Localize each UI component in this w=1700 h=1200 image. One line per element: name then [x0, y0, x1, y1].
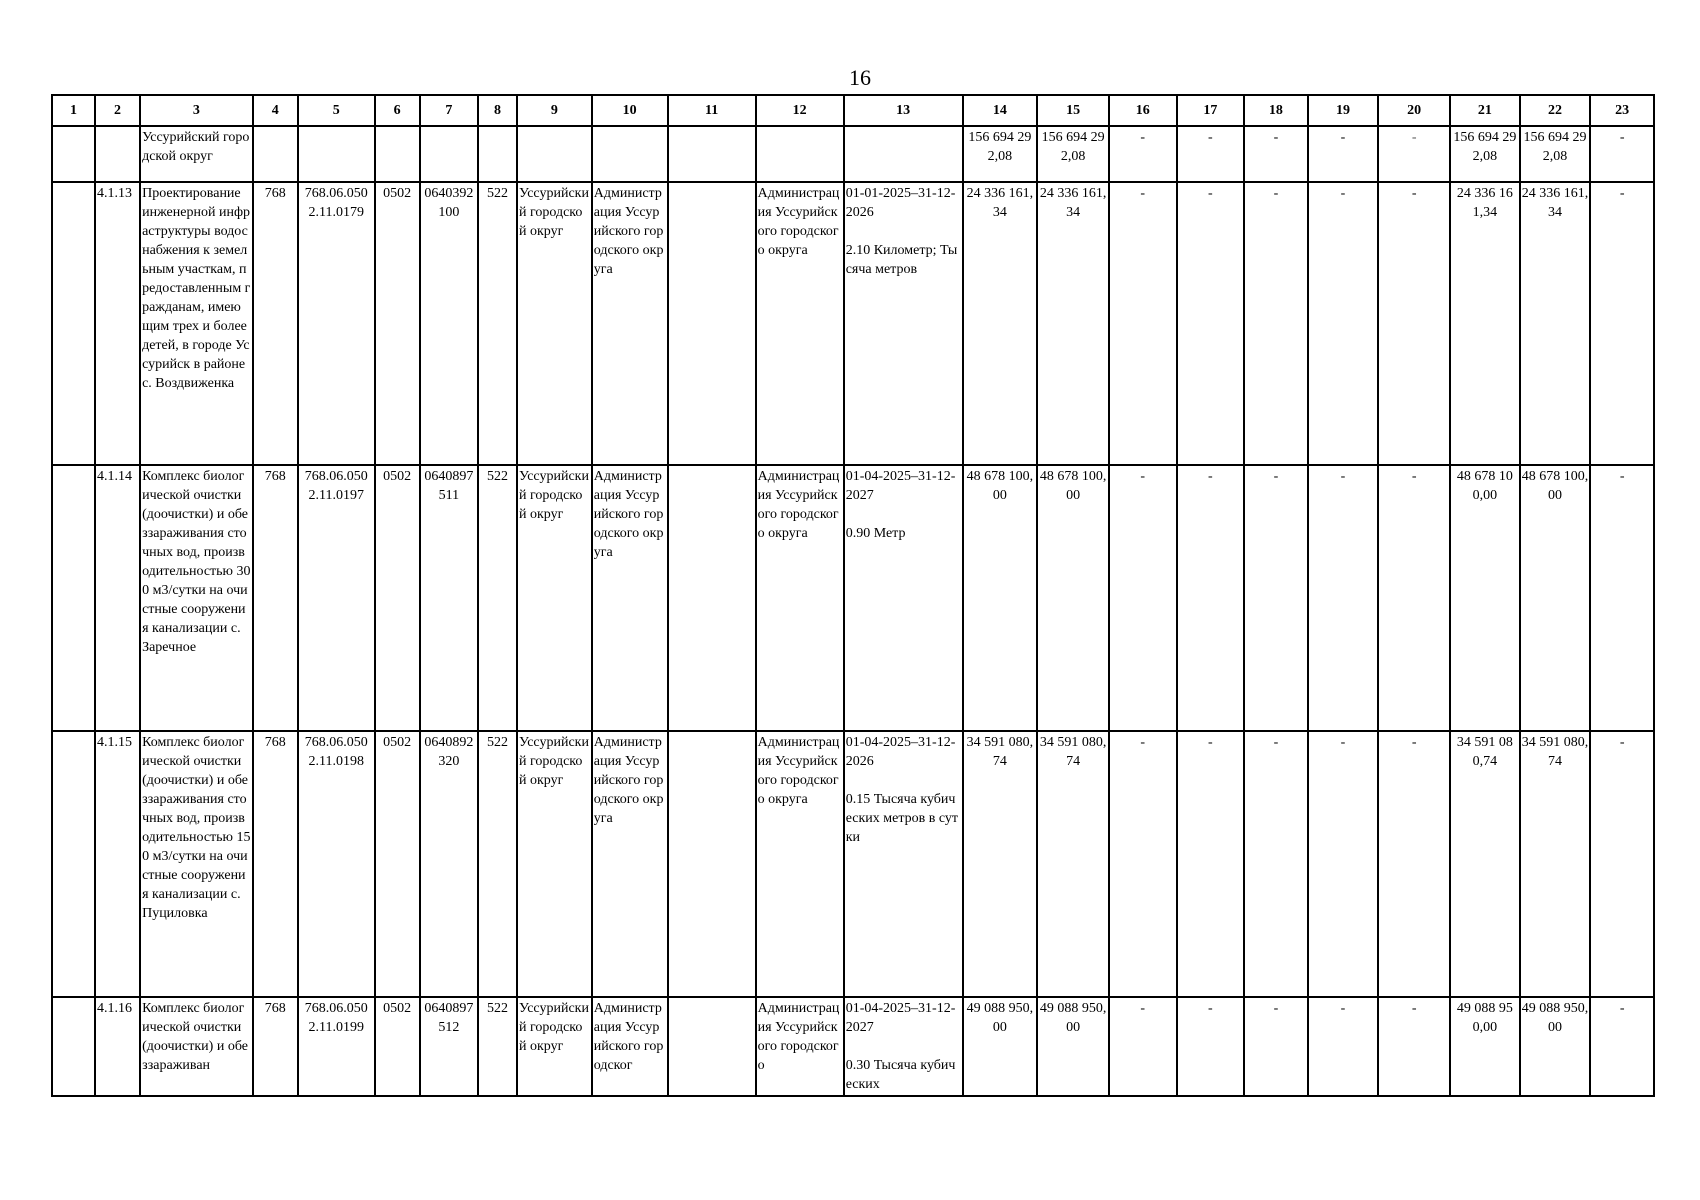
cell-col22: 48 678 100,00 [1520, 465, 1591, 731]
cell-col1 [52, 997, 95, 1096]
cell-col17: - [1177, 731, 1245, 997]
column-header: 2 [95, 95, 140, 126]
cell-name: Комплекс биологической очистки (доочистки) и обеззараживан [140, 997, 253, 1096]
column-header: 15 [1037, 95, 1109, 126]
column-header: 5 [298, 95, 375, 126]
cell-col1 [52, 731, 95, 997]
cell-col9: Уссурийский городской округ [517, 182, 592, 465]
cell-col21: 49 088 950,00 [1450, 997, 1520, 1096]
cell-col20: - [1378, 731, 1450, 997]
table-row [52, 465, 1654, 731]
column-header: 6 [375, 95, 420, 126]
column-header: 17 [1177, 95, 1245, 126]
column-header: 21 [1450, 95, 1520, 126]
cell-col14: 24 336 161,34 [963, 182, 1038, 465]
cell-col5 [298, 126, 375, 182]
cell-col11 [668, 997, 756, 1096]
column-header: 1 [52, 95, 95, 126]
cell-col19: - [1308, 731, 1379, 997]
cell-col13 [844, 997, 963, 1096]
cell-col23: - [1590, 182, 1654, 465]
cell-col23: - [1590, 731, 1654, 997]
cell-col23: - [1590, 126, 1654, 182]
cell-col6 [375, 126, 420, 182]
column-header: 13 [844, 95, 963, 126]
cell-col18: - [1244, 182, 1308, 465]
table-row [52, 126, 1654, 182]
cell-col15: 24 336 161,34 [1037, 182, 1109, 465]
cell-name: Проектирование инженерной инфраструктуры водоснабжения к земельным участкам, предоставленным гражданам, имеющим трех и более детей, в городе Уссурийск в районе с. Воздвиженка [140, 182, 253, 465]
column-header: 20 [1378, 95, 1450, 126]
cell-name: Комплекс биологической очистки (доочистки) и обеззараживания сточных вод, производительностью 150 м3/сутки на очистные сооружения канализации с. Пуциловка [140, 731, 253, 997]
cell-col12: Администрация Уссурийского городского округа [756, 731, 844, 997]
cell-col20: - [1378, 465, 1450, 731]
cell-col17: - [1177, 997, 1245, 1096]
cell-col8: 522 [478, 182, 517, 465]
cell-indicator: 0.30 Тысяча кубических [845, 1058, 956, 1092]
cell-col18: - [1244, 997, 1308, 1096]
cell-col17: - [1177, 465, 1245, 731]
cell-col10 [592, 126, 668, 182]
cell-col16: - [1109, 182, 1177, 465]
cell-col8 [478, 126, 517, 182]
cell-col19: - [1308, 126, 1379, 182]
cell-col4: 768 [253, 182, 298, 465]
cell-col15: 48 678 100,00 [1037, 465, 1109, 731]
cell-col15: 49 088 950,00 [1037, 997, 1109, 1096]
cell-code: 4.1.16 [95, 997, 140, 1096]
cell-col5: 768.06.0502.11.0179 [298, 182, 375, 465]
cell-col7: 0640897512 [420, 997, 478, 1096]
cell-col18: - [1244, 465, 1308, 731]
cell-col8: 522 [478, 465, 517, 731]
column-header: 7 [420, 95, 478, 126]
cell-period: 01-04-2025–31-12-2027 [845, 1001, 956, 1035]
cell-col1 [52, 465, 95, 731]
cell-col12: Администрация Уссурийского городского [756, 997, 844, 1096]
column-header: 22 [1520, 95, 1591, 126]
cell-col10: Администрация Уссурийского городского округа [592, 465, 668, 731]
cell-col6: 0502 [375, 465, 420, 731]
cell-col5: 768.06.0502.11.0199 [298, 997, 375, 1096]
cell-col9: Уссурийский городской округ [517, 731, 592, 997]
cell-col6: 0502 [375, 997, 420, 1096]
cell-col8: 522 [478, 997, 517, 1096]
cell-indicator: 0.90 Метр [845, 526, 906, 541]
cell-col13 [844, 182, 963, 465]
cell-period: 01-04-2025–31-12-2027 [845, 469, 956, 503]
cell-col12: Администрация Уссурийского городского округа [756, 465, 844, 731]
cell-col9: Уссурийский городской округ [517, 997, 592, 1096]
column-header: 9 [517, 95, 592, 126]
cell-col21: 34 591 080,74 [1450, 731, 1520, 997]
cell-col13 [844, 465, 963, 731]
column-header: 8 [478, 95, 517, 126]
cell-col20: - [1378, 182, 1450, 465]
cell-col4: 768 [253, 465, 298, 731]
cell-col16: - [1109, 126, 1177, 182]
cell-col18: - [1244, 126, 1308, 182]
cell-col16: - [1109, 465, 1177, 731]
cell-col22: 49 088 950,00 [1520, 997, 1591, 1096]
cell-code [95, 126, 140, 182]
cell-col6: 0502 [375, 731, 420, 997]
cell-period: 01-01-2025–31-12-2026 [845, 186, 956, 220]
table-row [52, 997, 1654, 1096]
column-header: 19 [1308, 95, 1379, 126]
column-header: 3 [140, 95, 253, 126]
cell-code: 4.1.14 [95, 465, 140, 731]
cell-col4: 768 [253, 731, 298, 997]
column-header: 18 [1244, 95, 1308, 126]
column-header: 11 [668, 95, 756, 126]
cell-col20: - [1378, 126, 1450, 182]
cell-col16: - [1109, 731, 1177, 997]
cell-col13 [844, 731, 963, 997]
cell-col21: 24 336 161,34 [1450, 182, 1520, 465]
column-header: 4 [253, 95, 298, 126]
column-header: 23 [1590, 95, 1654, 126]
cell-col21: 156 694 292,08 [1450, 126, 1520, 182]
cell-col19: - [1308, 997, 1379, 1096]
page-number: 16 [849, 65, 871, 90]
cell-col9: Уссурийский городской округ [517, 465, 592, 731]
cell-col6: 0502 [375, 182, 420, 465]
cell-col10: Администрация Уссурийского городского округа [592, 182, 668, 465]
cell-col7: 0640897511 [420, 465, 478, 731]
cell-col14: 156 694 292,08 [963, 126, 1038, 182]
cell-col22: 24 336 161,34 [1520, 182, 1591, 465]
table-row [52, 182, 1654, 465]
cell-col1 [52, 182, 95, 465]
cell-col22: 34 591 080,74 [1520, 731, 1591, 997]
cell-col7: 0640892320 [420, 731, 478, 997]
cell-col11 [668, 465, 756, 731]
cell-col14: 49 088 950,00 [963, 997, 1038, 1096]
cell-col14: 34 591 080,74 [963, 731, 1038, 997]
cell-col20: - [1378, 997, 1450, 1096]
cell-col18: - [1244, 731, 1308, 997]
cell-col12: Администрация Уссурийского городского округа [756, 182, 844, 465]
cell-name: Комплекс биологической очистки (доочистки) и обеззараживания сточных вод, производительностью 300 м3/сутки на очистные сооружения канализации с. Заречное [140, 465, 253, 731]
cell-col22: 156 694 292,08 [1520, 126, 1591, 182]
cell-col19: - [1308, 182, 1379, 465]
table-row [52, 731, 1654, 997]
cell-col4 [253, 126, 298, 182]
cell-col5: 768.06.0502.11.0198 [298, 731, 375, 997]
cell-col13 [844, 126, 963, 182]
cell-indicator: 0.15 Тысяча кубических метров в сутки [845, 792, 959, 845]
cell-code: 4.1.13 [95, 182, 140, 465]
cell-col15: 156 694 292,08 [1037, 126, 1109, 182]
cell-col10: Администрация Уссурийского городског [592, 997, 668, 1096]
column-header: 16 [1109, 95, 1177, 126]
cell-col11 [668, 731, 756, 997]
cell-col23: - [1590, 465, 1654, 731]
cell-col12 [756, 126, 844, 182]
cell-col11 [668, 182, 756, 465]
cell-indicator: 2.10 Километр; Тысяча метров [845, 243, 958, 277]
budget-table [51, 94, 1655, 1097]
cell-col17: - [1177, 126, 1245, 182]
cell-col1 [52, 126, 95, 182]
cell-col21: 48 678 100,00 [1450, 465, 1520, 731]
cell-col15: 34 591 080,74 [1037, 731, 1109, 997]
column-header: 12 [756, 95, 844, 126]
cell-col19: - [1308, 465, 1379, 731]
cell-name: Уссурийский городской округ [140, 126, 253, 182]
column-number-row [52, 95, 1654, 126]
cell-col17: - [1177, 182, 1245, 465]
cell-col5: 768.06.0502.11.0197 [298, 465, 375, 731]
cell-col11 [668, 126, 756, 182]
cell-col4: 768 [253, 997, 298, 1096]
cell-col7: 0640392100 [420, 182, 478, 465]
cell-col7 [420, 126, 478, 182]
column-header: 14 [963, 95, 1038, 126]
cell-col14: 48 678 100,00 [963, 465, 1038, 731]
column-header: 10 [592, 95, 668, 126]
cell-col9 [517, 126, 592, 182]
cell-col10: Администрация Уссурийского городского округа [592, 731, 668, 997]
cell-code: 4.1.15 [95, 731, 140, 997]
cell-col16: - [1109, 997, 1177, 1096]
cell-col8: 522 [478, 731, 517, 997]
cell-period: 01-04-2025–31-12-2026 [845, 735, 956, 769]
cell-col23: - [1590, 997, 1654, 1096]
